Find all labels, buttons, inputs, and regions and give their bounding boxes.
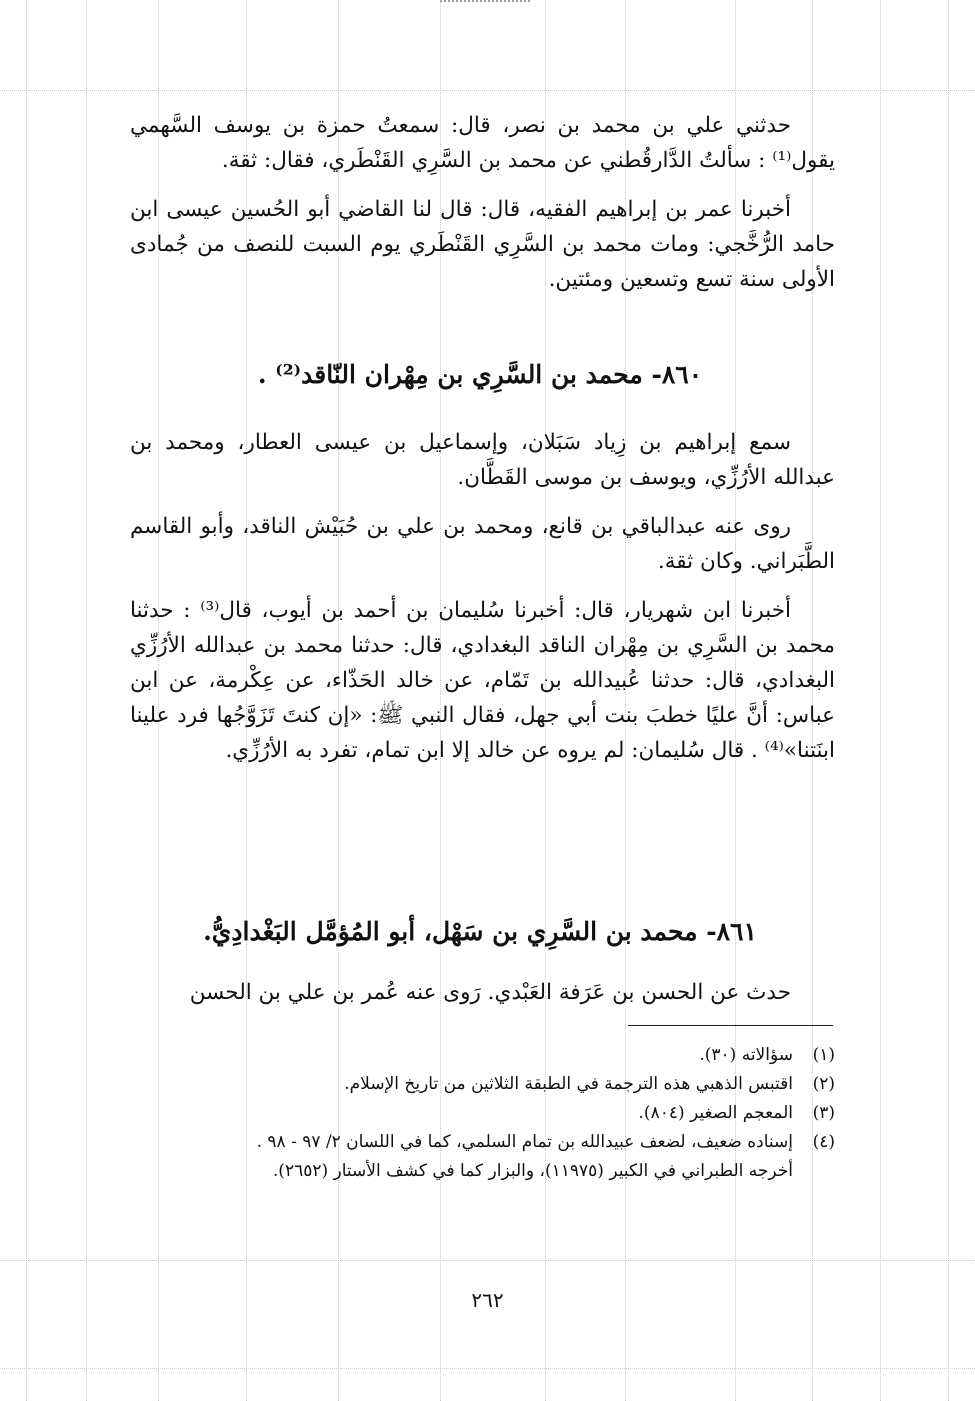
footnote-text: إسناده ضعيف، لضعف عبيدالله بن تمام السلمي، كما في اللسان ٢/ ٩٧ - ٩٨ . bbox=[256, 1132, 793, 1152]
footnotes bbox=[140, 1041, 835, 1186]
paragraph: أخبرنا عمر بن إبراهيم الفقيه، قال: قال لنا القاضي أبو الحُسين عيسى ابن حامد الرُّخَّجي: ومات محمد بن السَّرِي القَنْطَري يوم السبت للنصف من جُمادى الأولى سنة تسع وتسعين ومئتين. bbox=[130, 197, 835, 292]
footnote bbox=[140, 1099, 835, 1128]
footnote-number: (٣) bbox=[812, 1103, 835, 1123]
grid-line bbox=[0, 1260, 975, 1261]
grid-line bbox=[880, 0, 881, 1401]
footnote-text: اقتبس الذهبي هذه الترجمة في الطبقة الثلاثين من تاريخ الإسلام. bbox=[344, 1074, 793, 1094]
entry-heading-861: ٨٦١- محمد بن السَّرِي بن سَهْل، أبو المُؤمَّل البَغْدادِيُّ. bbox=[203, 917, 757, 946]
footnote-number: (١) bbox=[812, 1045, 835, 1065]
grid-line bbox=[0, 1368, 975, 1369]
footnote-text: سؤالاته (٣٠). bbox=[699, 1045, 793, 1065]
entry-heading-860: ٨٦٠- محمد بن السَّرِي بن مِهْران النّاقد⁽²⁾ . bbox=[257, 360, 703, 389]
paragraph: روى عنه عبدالباقي بن قانع، ومحمد بن علي بن حُبَيْش الناقد، وأبو القاسم الطَّبَراني. وكان ثقة. bbox=[130, 514, 835, 574]
footnote bbox=[140, 1070, 835, 1099]
main-text-section-2 bbox=[130, 425, 835, 768]
main-text-section-3 bbox=[130, 975, 835, 1010]
page-number: ٢٦٢ bbox=[471, 1288, 504, 1312]
main-text-section-1 bbox=[130, 108, 835, 297]
grid-line bbox=[0, 90, 975, 91]
paragraph: حدث عن الحسن بن عَرَفة العَبْدي. رَوى عنه عُمر بن علي بن الحسن bbox=[189, 980, 791, 1005]
footnote-divider bbox=[628, 1025, 833, 1026]
paragraph: حدثني علي بن محمد بن نصر، قال: سمعتُ حمزة بن يوسف السَّهمي يقول⁽¹⁾ : سألتُ الدَّارقُطني عن محمد بن السَّرِي القَنْطَري، فقال: ثقة. bbox=[130, 113, 835, 173]
footnote-continuation: أخرجه الطبراني في الكبير (١١٩٧٥)، والبزار كما في كشف الأستار (٢٦٥٢). bbox=[272, 1161, 793, 1181]
footnote-text: المعجم الصغير (٨٠٤). bbox=[638, 1103, 793, 1123]
grid-line bbox=[86, 0, 87, 1401]
footnote-number: (٤) bbox=[812, 1132, 835, 1152]
grid-line bbox=[948, 0, 949, 1401]
paragraph: أخبرنا ابن شهريار، قال: أخبرنا سُليمان بن أحمد بن أيوب، قال⁽³⁾ : حدثنا محمد بن السَّرِي بن مِهْران الناقد البغدادي، قال: حدثنا محمد بن عبدالله الأرُزِّي البغدادي، قال: حدثنا عُبيدالله بن تَمّام، عن خالد الحَذّاء، عن عِكْرمة، عن ابن عباس: أنَّ عليًا خطبَ بنت أبي جهل، فقال النبي ﷺ: «إن كنتَ تَزَوَّجُها فرد علينا ابنَتنا»⁽⁴⁾ . قال سُليمان: لم يروه عن خالد إلا ابن تمام، تفرد به الأرُزِّي. bbox=[130, 598, 835, 763]
grid-line bbox=[26, 0, 27, 1401]
paragraph: سمع إبراهيم بن زِياد سَبَلان، وإسماعيل بن عيسى العطار، ومحمد بن عبدالله الأرُزِّي، ويوسف بن موسى القَطَّان. bbox=[130, 430, 835, 490]
footnote bbox=[140, 1128, 835, 1157]
footnote bbox=[140, 1041, 835, 1070]
scan-mark bbox=[440, 0, 530, 8]
footnote-number: (٢) bbox=[812, 1074, 835, 1094]
